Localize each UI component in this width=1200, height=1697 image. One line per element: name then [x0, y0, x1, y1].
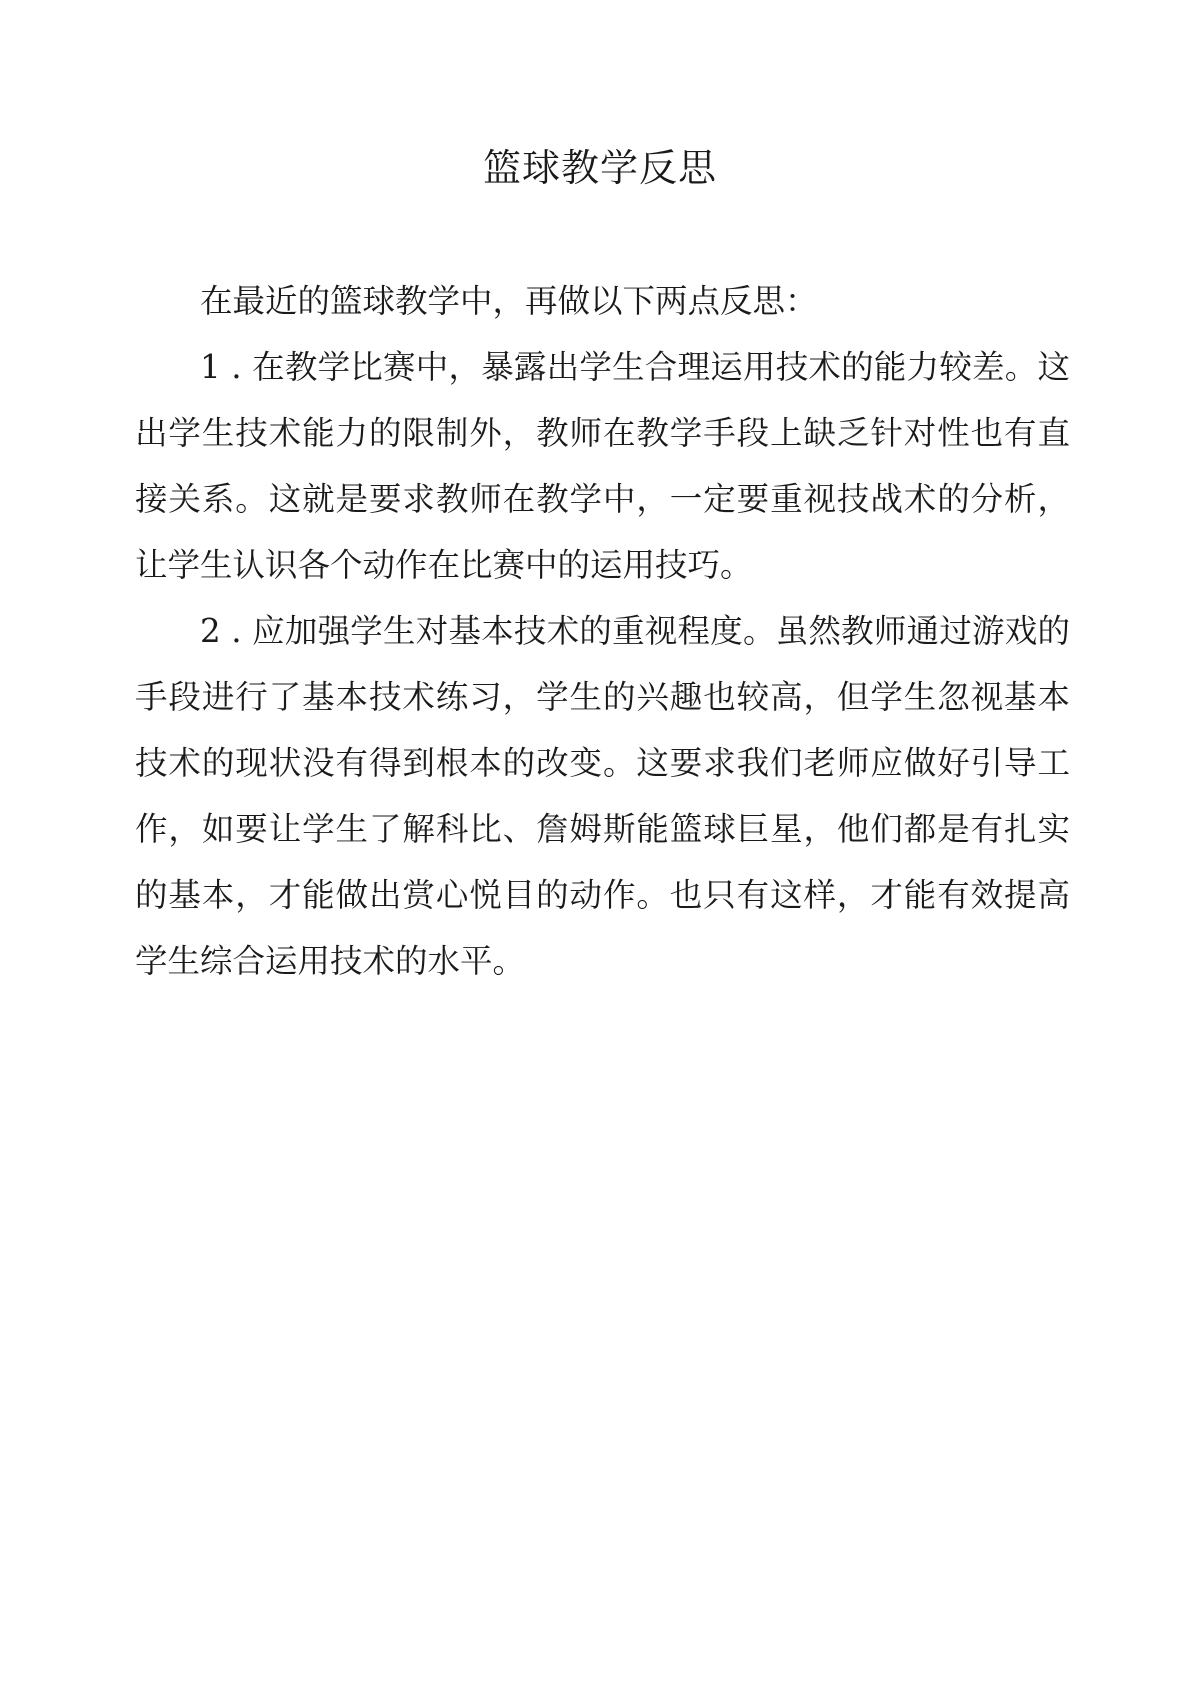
document-title: 篮球教学反思: [482, 146, 717, 190]
reflection-paragraph-2: 2 . 应加强学生对基本技术的重视程度。虽然教师通过游戏的手段进行了基本技术练习，学生的兴趣也较高，但学生忽视基本技术的现状没有得到根本的改变。这要求我们老师应做好引导工作，如要让学生了解科比、詹姆斯能篮球巨星，他们都是有扎实的基本，才能做出赏心悦目的动作。也只有这样，才能有效提高学生综合运用技术的水平。: [135, 612, 1070, 980]
intro-paragraph: 在最近的篮球教学中，再做以下两点反思：: [200, 282, 818, 320]
document-body: [135, 268, 1070, 994]
reflection-paragraph-1: 1 . 在教学比赛中，暴露出学生合理运用技术的能力较差。这出学生技术能力的限制外，教师在教学手段上缺乏针对性也有直接关系。这就是要求教师在教学中，一定要重视技战术的分析，让学生认识各个动作在比赛中的运用技巧。: [135, 348, 1070, 584]
